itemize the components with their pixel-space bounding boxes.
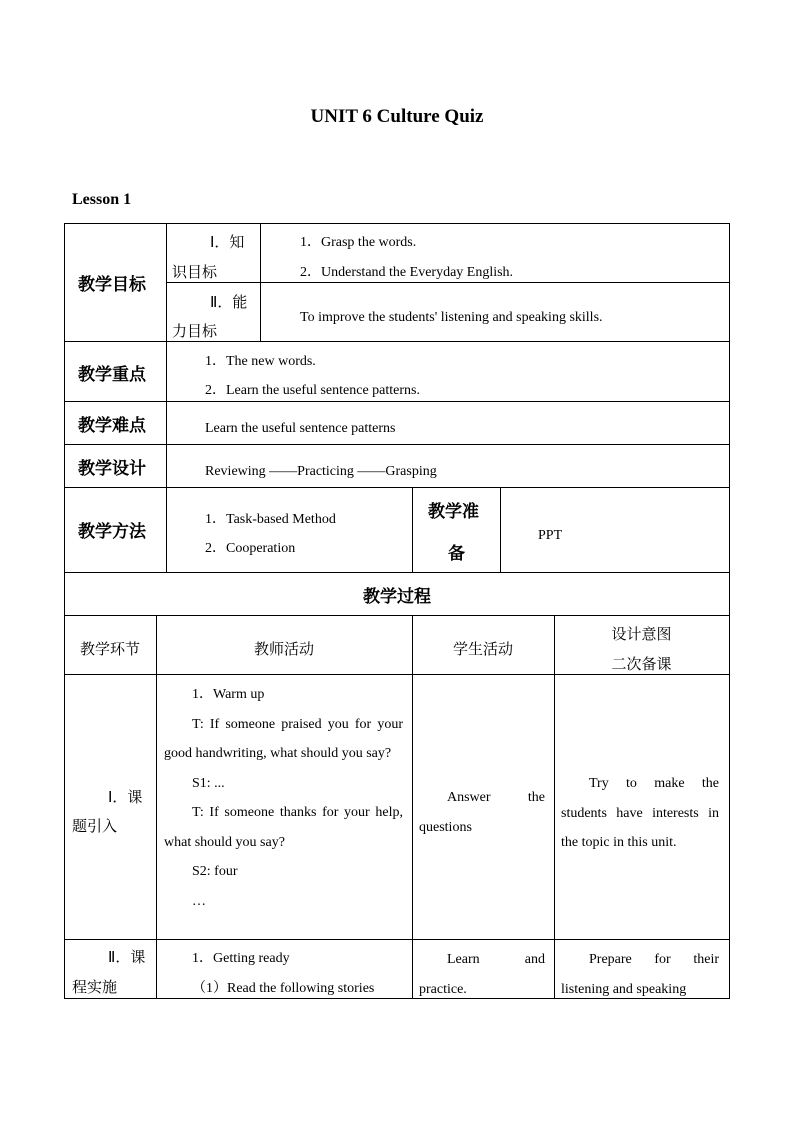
teacher-line: 1．Getting ready — [192, 951, 290, 966]
teacher-activity — [164, 944, 403, 998]
preparation-label-cont: 备 — [448, 544, 465, 564]
preparation-label: 教学准 — [428, 502, 479, 522]
teacher-line: … — [192, 893, 206, 909]
knowledge-goal-label-cont: 识目标 — [172, 263, 218, 281]
document-title: UNIT 6 Culture Quiz — [310, 106, 484, 127]
method-item: 1．Task-based Method — [205, 512, 336, 527]
design-intent: Prepare for their listening and speaking — [561, 952, 719, 997]
teacher-activity — [164, 680, 403, 916]
process-row-2-clip — [64, 940, 730, 998]
key-point-item: 2．Learn the useful sentence patterns. — [205, 383, 420, 398]
difficulties-text: Learn the useful sentence patterns — [205, 421, 396, 436]
lesson-heading: Lesson 1 — [72, 191, 132, 208]
stage-label: Ⅱ．课 — [108, 948, 146, 966]
teacher-line: T: If someone praised you for your good handwriting, what should you say? — [164, 716, 403, 761]
stage-label-cont: 程实施 — [72, 978, 118, 996]
preparation-value: PPT — [538, 528, 563, 543]
design-label: 教学设计 — [78, 459, 146, 479]
ability-goal-text: To improve the students' listening and speaking skills. — [300, 310, 603, 325]
knowledge-item: 2．Understand the Everyday English. — [300, 265, 514, 280]
design-intent: Try to make the students have interests in the topic in this unit. — [561, 776, 719, 850]
ability-goal-label-cont: 力目标 — [172, 322, 218, 340]
column-header-intent: 设计意图 — [611, 625, 672, 643]
design-text: Reviewing ——Practicing ——Grasping — [205, 464, 437, 479]
method-item: 2．Cooperation — [205, 541, 296, 556]
teacher-line: S2: four — [192, 864, 238, 879]
methods-label: 教学方法 — [78, 522, 146, 542]
teacher-line: T: If someone thanks for your help, what should you say? — [164, 805, 403, 850]
knowledge-item: 1．Grasp the words. — [300, 235, 417, 250]
column-header-revision: 二次备课 — [611, 655, 672, 673]
teacher-line: （1）Read the following stories — [192, 980, 375, 996]
key-point-item: 1．The new words. — [205, 354, 316, 369]
teacher-line: S1: ... — [192, 775, 225, 791]
knowledge-goal-label: Ⅰ．知 — [210, 233, 245, 251]
ability-goal-label: Ⅱ．能 — [210, 293, 248, 311]
student-activity: Learn and practice. — [419, 952, 545, 997]
difficulties-label: 教学难点 — [78, 416, 146, 436]
key-points-label: 教学重点 — [78, 365, 146, 385]
objectives-label: 教学目标 — [78, 275, 146, 295]
stage-label: Ⅰ．课 — [108, 788, 143, 806]
student-activity: Answer the questions — [419, 790, 545, 835]
column-header-teacher: 教师活动 — [253, 640, 314, 658]
stage-label-cont: 题引入 — [72, 817, 118, 835]
process-heading: 教学过程 — [363, 587, 431, 607]
column-header-stage: 教学环节 — [79, 640, 140, 658]
column-header-student: 学生活动 — [452, 640, 513, 658]
teacher-line: 1．Warm up — [192, 687, 265, 702]
